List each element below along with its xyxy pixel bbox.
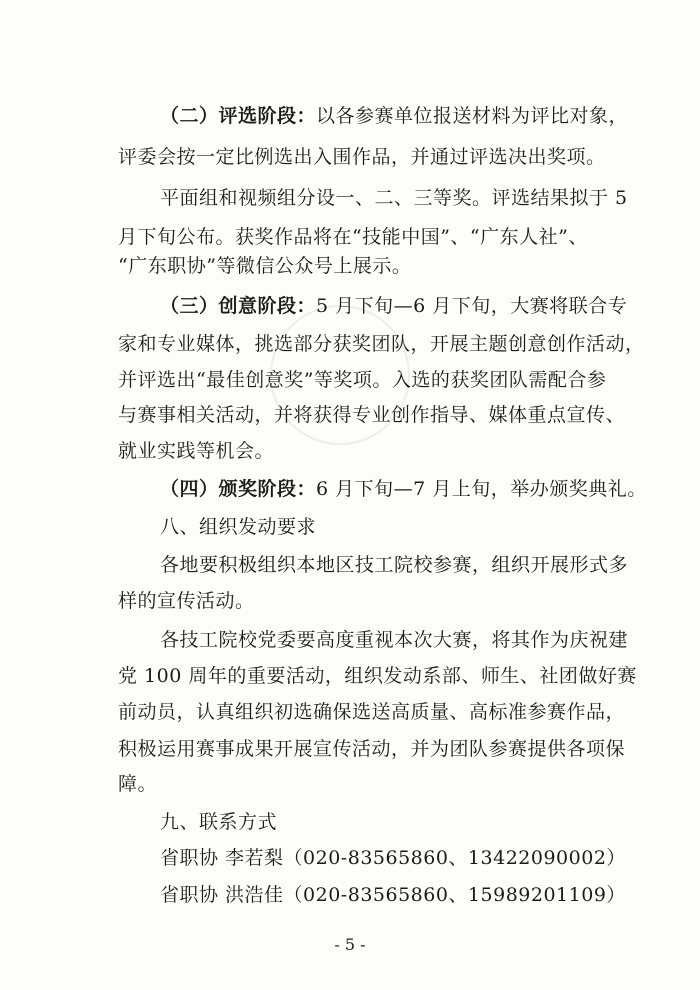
para8b-line4: 积极运用赛事成果开展宣传活动，并为团队参赛提供各项保: [118, 738, 626, 760]
section3-line3: 并评选出“最佳创意奖”等奖项。入选的获奖团队需配合参: [118, 369, 607, 391]
awards-line1: 平面组和视频组分设一、二、三等奖。评选结果拟于 5: [160, 187, 628, 209]
contact-2: 省职协 洪浩佳（020-83565860、15989201109）: [160, 884, 626, 906]
section2-title: （二）评选阶段：: [160, 105, 317, 127]
section2-text: 以各参赛单位报送材料为评比对象，: [316, 105, 629, 127]
section3-title: （三）创意阶段：: [160, 295, 317, 317]
section4-text: 6 月下旬—7 月上旬，举办颁奖典礼。: [316, 478, 647, 500]
heading-section9: 九、联系方式: [160, 811, 278, 833]
para8b-line5: 障。: [118, 773, 158, 795]
awards-line3: “广东职协”等微信公众号上展示。: [118, 255, 412, 277]
section2-line1: [160, 104, 635, 128]
section2-line2: 评委会按一定比例选出入围作品，并通过评选决出奖项。: [118, 146, 606, 168]
contact-1: 省职协 李若梨（020-83565860、13422090002）: [160, 847, 626, 869]
para8b-line1: 各技工院校党委要高度重视本次大赛，将其作为庆祝建: [160, 629, 629, 651]
para8b-line3: 前动员，认真组织初选确保选送高质量、高标准参赛作品，: [118, 701, 626, 723]
section3-line4: 与赛事相关活动，并将获得专业创作指导、媒体重点宣传、: [118, 404, 626, 426]
section3-line1: [160, 294, 635, 318]
awards-line2: 月下旬公布。获奖作品将在“技能中国”、“广东人社”、: [118, 226, 588, 248]
section3-text: 5 月下旬—6 月下旬，大赛将联合专: [316, 295, 628, 317]
section4-title: （四）颁奖阶段：: [160, 478, 317, 500]
page-number: - 5 -: [334, 935, 366, 954]
para8b-line2: 党 100 周年的重要活动，组织发动系部、师生、社团做好赛: [118, 665, 637, 687]
section4-line1: [160, 477, 647, 501]
section3-line5: 就业实践等机会。: [118, 440, 275, 462]
section3-line2: 家和专业媒体，挑选部分获奖团队，开展主题创意创作活动，: [118, 333, 645, 355]
heading-section8: 八、组织发动要求: [160, 516, 317, 538]
para8a-line1: 各地要积极组织本地区技工院校参赛，组织开展形式多: [160, 554, 629, 576]
para8a-line2: 样的宣传活动。: [118, 590, 255, 612]
